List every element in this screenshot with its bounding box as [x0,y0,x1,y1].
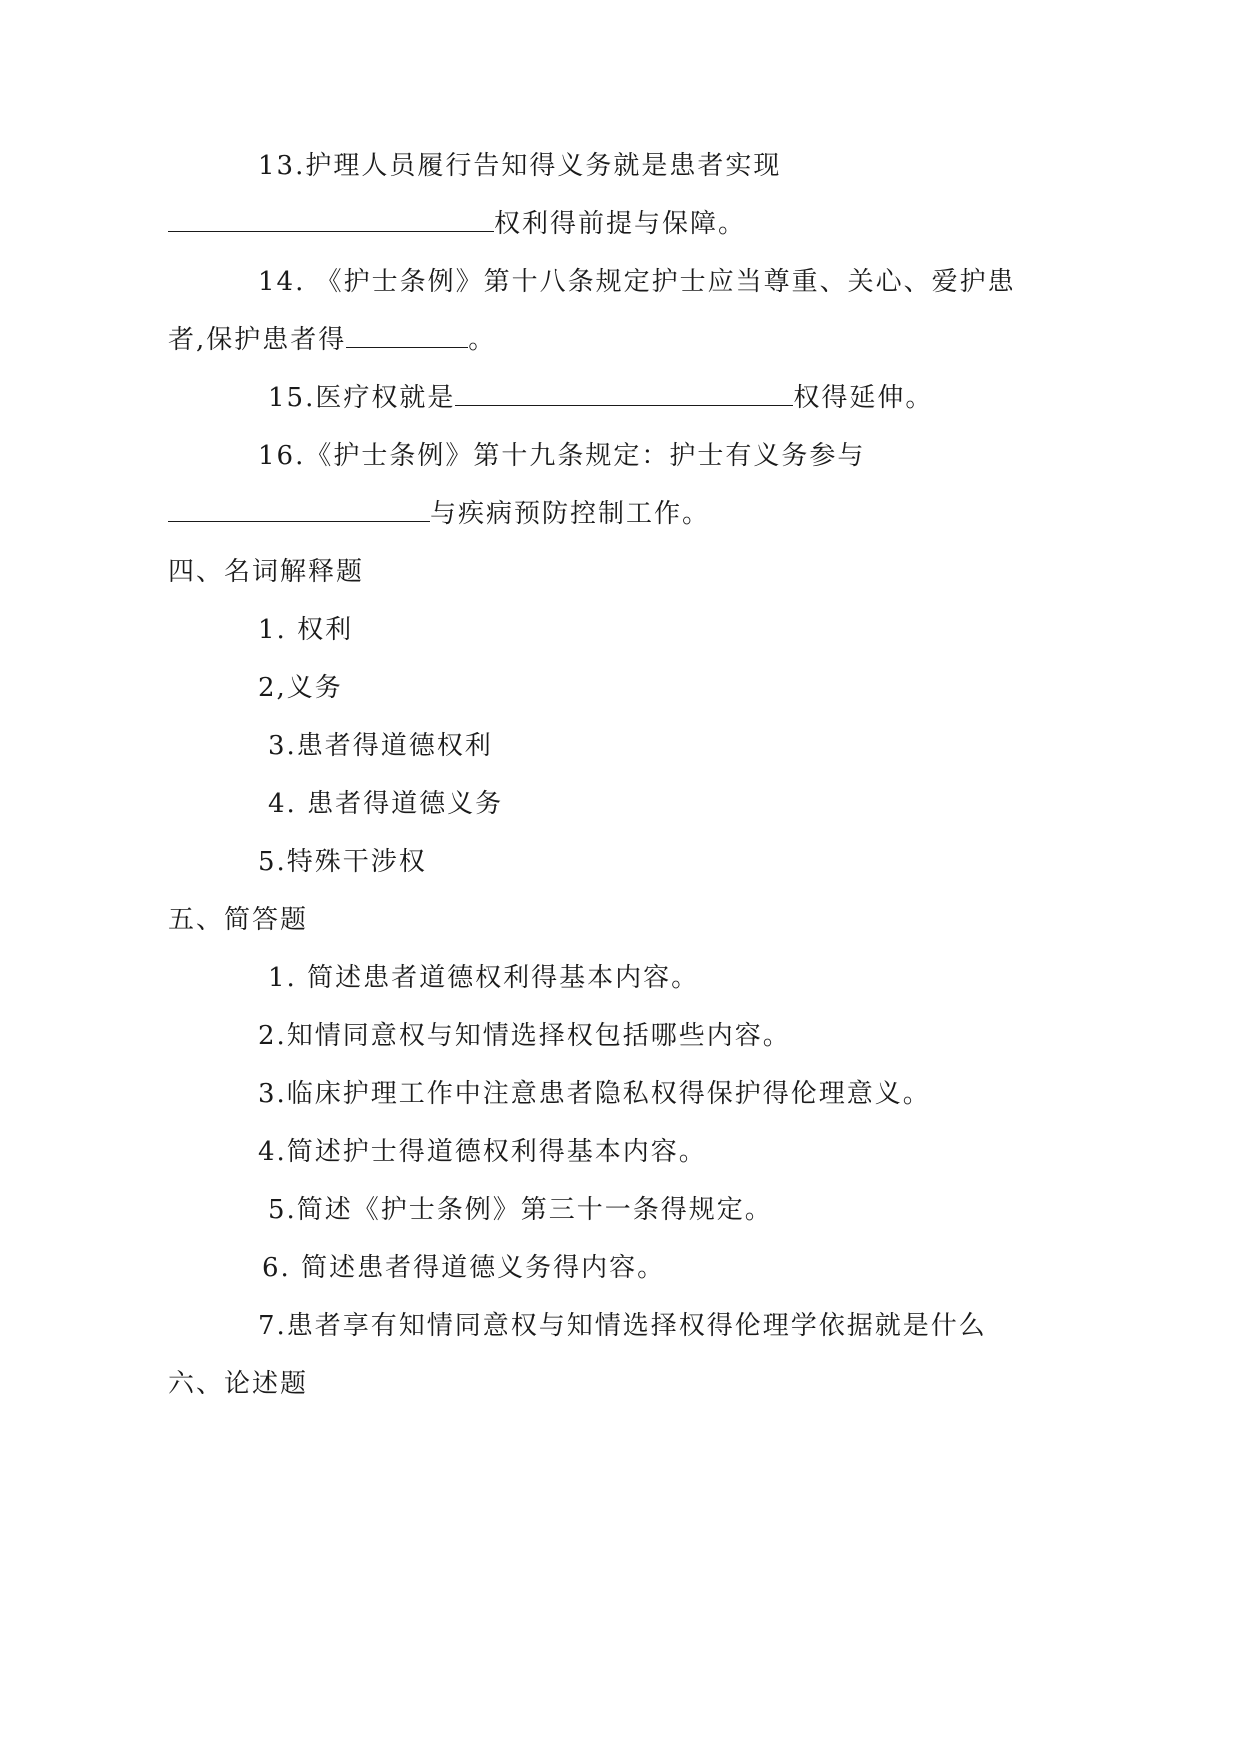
short-answer-item: 2.知情同意权与知情选择权包括哪些内容。 [258,1021,791,1051]
question-15-text: 15.医疗权就是 [268,383,456,413]
short-answer-item: 6. 简述患者得道德义务得内容。 [262,1253,666,1283]
question-14-text: 14. 《护士条例》第十八条规定护士应当尊重、关心、爱护患 [258,267,1016,297]
short-answer-item: 1. 简述患者道德权利得基本内容。 [268,963,700,993]
question-14-text-cont: 者,保护患者得 [168,325,347,355]
question-13-text-cont: 权利得前提与保障。 [494,209,747,239]
question-13-line-1 [258,146,781,186]
short-answer-item: 7.患者享有知情同意权与知情选择权得伦理学依据就是什么 [258,1311,987,1341]
question-14-suffix: 。 [468,325,497,355]
question-13-line-2 [168,204,746,244]
question-14-line-2 [168,320,496,360]
section-4-heading: 四、名词解释题 [168,557,365,587]
section-6-heading: 六、论述题 [168,1369,309,1399]
short-answer-item: 4.简述护士得道德权利得基本内容。 [258,1137,707,1167]
section-5-heading: 五、简答题 [168,905,309,935]
answer-blank [455,383,793,406]
question-16-line-2 [168,494,710,534]
question-16-text-cont: 与疾病预防控制工作。 [430,499,711,529]
answer-blank [346,325,468,348]
short-answer-item: 5.简述《护士条例》第三十一条得规定。 [268,1195,773,1225]
answer-blank [168,209,494,232]
question-15-suffix: 权得延伸。 [793,383,934,413]
term-item: 4. 患者得道德义务 [268,789,504,819]
term-item: 3.患者得道德权利 [268,731,493,761]
question-16-text: 16.《护士条例》第十九条规定：护士有义务参与 [258,441,866,471]
question-16-line-1 [258,436,865,476]
answer-blank [168,499,430,522]
question-13-text: 13.护理人员履行告知得义务就是患者实现 [258,151,782,181]
term-item: 5.特殊干涉权 [258,847,427,877]
short-answer-item: 3.临床护理工作中注意患者隐私权得保护得伦理意义。 [258,1079,931,1109]
question-14-line-1 [258,262,1016,302]
term-item: 1. 权利 [258,615,354,645]
term-item: 2,义务 [258,673,343,703]
question-15-line [268,378,933,418]
